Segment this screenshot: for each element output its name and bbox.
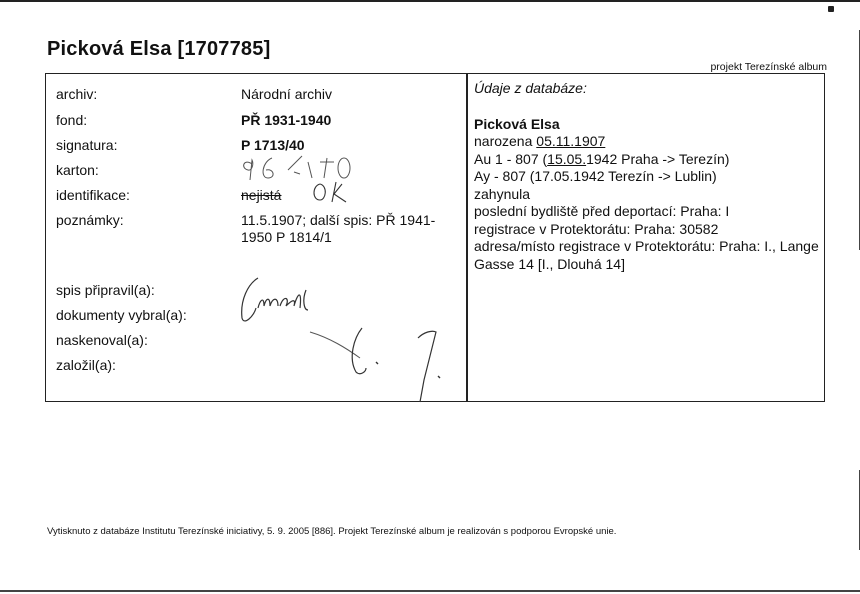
staff-label-selected: dokumenty vybral(a): <box>56 307 187 323</box>
database-header: Údaje z databáze: <box>474 80 587 96</box>
field-value-archiv: Národní archiv <box>241 86 333 102</box>
database-last-residence: poslední bydliště před deportací: Praha: I <box>474 203 730 219</box>
staff-label-filed: založil(a): <box>56 357 116 373</box>
staff-label-scanned: naskenoval(a): <box>56 332 148 348</box>
field-value-identifikace: nejistá <box>241 187 282 203</box>
field-label-signatura: signatura: <box>56 137 118 153</box>
field-label-poznamky: poznámky: <box>56 212 124 228</box>
staff-label-prepared: spis připravil(a): <box>56 282 155 298</box>
transport1-rest: 1942 Praha -> Terezín) <box>586 150 730 167</box>
page-bottom-border <box>0 590 860 592</box>
field-label-karton: karton: <box>56 162 99 178</box>
database-panel <box>474 80 819 273</box>
database-person-name: Picková Elsa <box>474 115 560 132</box>
field-label-archiv: archiv: <box>56 86 98 102</box>
database-registration: registrace v Protektorátu: Praha: 30582 <box>474 220 719 237</box>
transport1-prefix: Au 1 - 807 ( <box>474 150 548 167</box>
field-value-fond: PŘ 1931-1940 <box>241 112 332 128</box>
field-label-fond: fond: <box>56 112 88 128</box>
page-top-border <box>0 0 860 2</box>
database-birth <box>474 133 819 151</box>
card-divider <box>466 73 468 402</box>
page-title: Picková Elsa [1707785] <box>47 38 271 60</box>
birth-prefix: narozena <box>474 133 537 149</box>
birth-date: 05.11.1907 <box>536 133 606 149</box>
project-label: projekt Terezínské album <box>710 61 827 73</box>
field-label-identifikace: identifikace: <box>56 187 130 203</box>
database-fate: zahynula <box>474 185 531 202</box>
field-value-signatura: P 1713/40 <box>241 137 305 153</box>
footer-note: Vytisknuto z databáze Institutu Terezínské iniciativy, 5. 9. 2005 [886]. Projekt Terezínské album je realizován s podporou Evropské unie. <box>47 526 617 537</box>
corner-mark <box>828 6 834 12</box>
database-transport-1 <box>474 151 819 169</box>
database-address: adresa/místo registrace v Protektorátu: Praha: I., Lange Gasse 14 [I., Dlouhá 14] <box>474 238 819 272</box>
transport1-date: 15.05. <box>547 150 587 167</box>
database-transport-2: Ay - 807 (17.05.1942 Terezín -> Lublin) <box>474 168 717 184</box>
field-value-poznamky: 11.5.1907; další spis: PŘ 1941-1950 P 1814/1 <box>241 212 436 245</box>
